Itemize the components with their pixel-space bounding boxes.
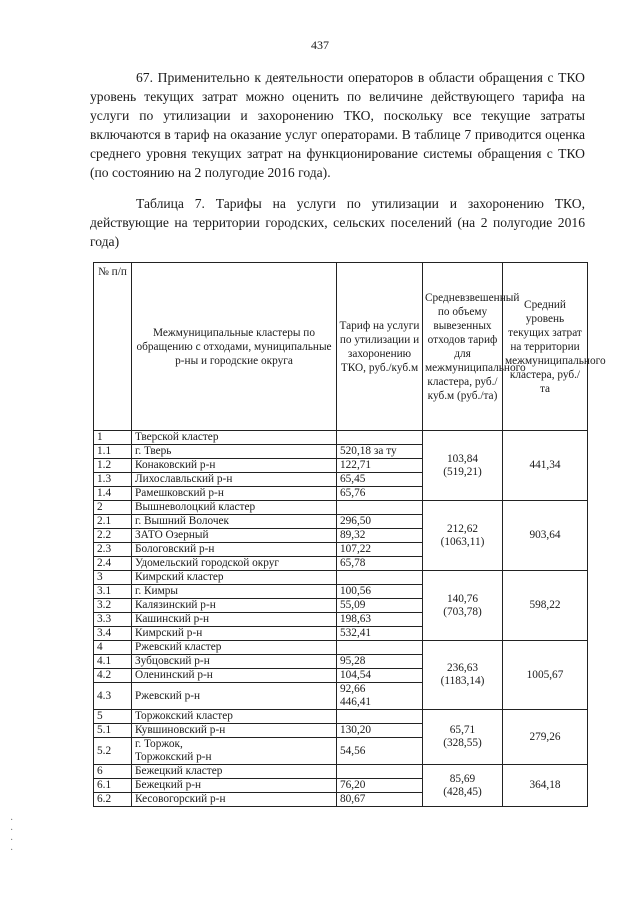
row-name — [132, 487, 337, 501]
cell-text: 92,66 — [340, 683, 366, 695]
tariff-table — [93, 262, 606, 807]
cluster-name: Торжокский кластер — [132, 710, 337, 724]
cluster-number: 2 — [94, 501, 132, 515]
row-name — [132, 529, 337, 543]
cluster-avg-cost: 598,22 — [503, 571, 588, 641]
margin-marks: · · · · — [10, 815, 14, 856]
cluster-row — [94, 571, 588, 585]
cell-text: г. Кимры — [135, 585, 178, 597]
cell-text: Бежецкий р-н — [135, 779, 202, 791]
row-tariff — [337, 487, 423, 501]
row-name — [132, 669, 337, 683]
row-tariff — [337, 585, 423, 599]
table-caption: Таблица 7. Тарифы на услуги по утилизации и захоронению ТКО, действующие на территории городских, сельских поселений (на 2 полугодие 2016 года) — [90, 196, 585, 249]
cell-text: 296,50 — [340, 515, 372, 527]
row-tariff — [337, 515, 423, 529]
row-tariff — [337, 669, 423, 683]
cell-text: 236,63 — [446, 662, 479, 674]
cell-text: Оленинский р-н — [135, 669, 213, 681]
cluster-row — [94, 501, 588, 515]
row-number: 5.2 — [94, 738, 132, 765]
cell-text: 104,54 — [340, 669, 372, 681]
row-name — [132, 793, 337, 807]
cluster-avg-cost: 364,18 — [503, 765, 588, 807]
row-name — [132, 459, 337, 473]
cell-text: Лихославльский р-н — [135, 473, 233, 485]
row-number: 1.2 — [94, 459, 132, 473]
cluster-number: 5 — [94, 710, 132, 724]
row-tariff — [337, 543, 423, 557]
row-number: 4.1 — [94, 655, 132, 669]
cluster-row — [94, 765, 588, 779]
row-tariff — [337, 683, 423, 710]
cluster-name: Ржевский кластер — [132, 641, 337, 655]
row-tariff — [337, 599, 423, 613]
cell-text: Калязинский р-н — [135, 599, 216, 611]
cell-text: 80,67 — [340, 793, 366, 805]
cluster-avg-cost: 1005,67 — [503, 641, 588, 710]
tariff-cell — [337, 641, 423, 655]
row-tariff — [337, 724, 423, 738]
cluster-name: Кимрский кластер — [132, 571, 337, 585]
header-avg-cost: Средний уровень текущих затрат на территории межмуниципального кластера, руб./та — [503, 263, 588, 431]
cell-text: 103,84 — [446, 452, 479, 465]
row-number: 6.1 — [94, 779, 132, 793]
row-name — [132, 445, 337, 459]
row-number: 2.2 — [94, 529, 132, 543]
row-name — [132, 655, 337, 669]
row-name — [132, 724, 337, 738]
cluster-number: 4 — [94, 641, 132, 655]
cell-text: (328,55) — [443, 737, 482, 749]
tariff-cell — [337, 501, 423, 515]
row-name — [132, 613, 337, 627]
row-number: 3.2 — [94, 599, 132, 613]
row-name — [132, 683, 337, 710]
row-number: 2.3 — [94, 543, 132, 557]
cell-text: 95,28 — [340, 655, 366, 667]
cell-text: Кувшиновский р-н — [135, 724, 226, 736]
row-tariff — [337, 529, 423, 543]
cluster-row — [94, 641, 588, 655]
cell-text: 520,18 за ту — [340, 445, 397, 457]
cluster-avg-cost: 903,64 — [503, 501, 588, 571]
row-tariff — [337, 655, 423, 669]
cell-text: 140,76 — [446, 592, 479, 605]
row-number: 2.4 — [94, 557, 132, 571]
cluster-avg-tariff — [423, 710, 503, 765]
cell-text: Кашинский р-н — [135, 613, 210, 625]
cell-text: 532,41 — [340, 627, 372, 639]
row-tariff — [337, 738, 423, 765]
row-name — [132, 585, 337, 599]
cluster-avg-tariff — [423, 501, 503, 571]
row-number: 4.2 — [94, 669, 132, 683]
row-name — [132, 473, 337, 487]
cell-text: 65,71 — [449, 724, 476, 736]
cluster-avg-tariff — [423, 641, 503, 710]
cell-text: г. Тверь — [135, 445, 172, 457]
cell-text: (703,78) — [443, 605, 482, 618]
cell-text: Торжокский р-н — [135, 751, 212, 763]
table-header-row — [94, 263, 588, 431]
cell-text: Зубцовский р-н — [135, 655, 210, 667]
cell-text: (428,45) — [443, 785, 482, 798]
row-number: 3.4 — [94, 627, 132, 641]
row-name — [132, 515, 337, 529]
tariff-cell — [337, 765, 423, 779]
cell-text: г. Торжок, — [135, 738, 183, 750]
row-number: 1.4 — [94, 487, 132, 501]
cell-text: 198,63 — [340, 613, 372, 625]
row-number: 5.1 — [94, 724, 132, 738]
cell-text: Удомельский городской округ — [135, 557, 280, 569]
cell-text: 212,62 — [446, 522, 479, 535]
cluster-avg-tariff — [423, 765, 503, 807]
cluster-number: 6 — [94, 765, 132, 779]
row-number: 1.1 — [94, 445, 132, 459]
cell-text: 100,56 — [340, 585, 372, 597]
row-name — [132, 599, 337, 613]
row-name — [132, 779, 337, 793]
cell-text: Кимрский р-н — [135, 627, 203, 639]
cell-text: Бологовский р-н — [135, 543, 215, 555]
cluster-avg-tariff — [423, 571, 503, 641]
header-tariff: Тариф на услуги по утилизации и захоронению ТКО, руб./куб.м — [337, 263, 423, 431]
row-name — [132, 557, 337, 571]
cluster-row — [94, 431, 588, 445]
tariff-cell — [337, 710, 423, 724]
header-num: № п/п — [94, 263, 132, 431]
row-name — [132, 738, 337, 765]
cell-text: Рамешковский р-н — [135, 487, 224, 499]
row-number: 3.1 — [94, 585, 132, 599]
cluster-name: Вышневолоцкий кластер — [132, 501, 337, 515]
cell-text: 446,41 — [340, 696, 372, 708]
row-tariff — [337, 557, 423, 571]
body-paragraph: 67. Применительно к деятельности операторов в области обращения с ТКО уровень текущих затрат можно оценить по величине действующего тарифа на услуги по утилизации и захоронению ТКО, поскольку все текущие затраты включаются в тариф на оказание услуг операторами. В таблице 7 приводится оценка среднего уровня текущих затрат на функционирование системы обращения с ТКО (по состоянию на 2 полугодие 2016 года). — [90, 70, 585, 180]
row-number: 1.3 — [94, 473, 132, 487]
header-avg-tariff: Средневзвешенный по объему вывезенных отходов тариф для межмуниципального кластера, руб./куб.м (руб./та) — [423, 263, 503, 431]
tariff-cell — [337, 571, 423, 585]
cluster-avg-tariff — [423, 431, 503, 501]
table-body — [94, 431, 588, 807]
row-tariff — [337, 473, 423, 487]
cell-text: 85,69 — [449, 772, 476, 785]
cluster-row — [94, 710, 588, 724]
cluster-number: 3 — [94, 571, 132, 585]
cell-text: 55,09 — [340, 599, 366, 611]
row-number: 4.3 — [94, 683, 132, 710]
cell-text: 65,45 — [340, 473, 366, 485]
cell-text: ЗАТО Озерный — [135, 529, 209, 541]
cell-text: 107,22 — [340, 543, 372, 555]
cell-text: Конаковский р-н — [135, 459, 216, 471]
cell-text: 65,78 — [340, 557, 366, 569]
row-number: 6.2 — [94, 793, 132, 807]
row-tariff — [337, 459, 423, 473]
cell-text: (519,21) — [443, 465, 482, 478]
header-name: Межмуниципальные кластеры по обращению с отходами, муниципальные р-ны и городские округа — [132, 263, 337, 431]
cell-text: 130,20 — [340, 724, 372, 736]
row-tariff — [337, 779, 423, 793]
page-number: 437 — [311, 38, 329, 52]
cell-text: Кесовогорский р-н — [135, 793, 226, 805]
row-tariff — [337, 445, 423, 459]
cluster-avg-cost: 279,26 — [503, 710, 588, 765]
cluster-name: Тверской кластер — [132, 431, 337, 445]
tariff-cell — [337, 431, 423, 445]
row-tariff — [337, 793, 423, 807]
cell-text: (1183,14) — [440, 675, 485, 687]
cell-text: 76,20 — [340, 779, 366, 791]
cell-text: Ржевский р-н — [135, 689, 201, 702]
cluster-avg-cost: 441,34 — [503, 431, 588, 501]
cell-text: (1063,11) — [440, 535, 485, 548]
cluster-number: 1 — [94, 431, 132, 445]
cluster-name: Бежецкий кластер — [132, 765, 337, 779]
row-number: 2.1 — [94, 515, 132, 529]
row-tariff — [337, 613, 423, 627]
row-number: 3.3 — [94, 613, 132, 627]
row-name — [132, 627, 337, 641]
cell-text: 54,56 — [340, 744, 366, 757]
cell-text: г. Вышний Волочек — [135, 515, 230, 527]
row-tariff — [337, 627, 423, 641]
cell-text: 89,32 — [340, 529, 366, 541]
row-name — [132, 543, 337, 557]
cell-text: 122,71 — [340, 459, 372, 471]
cell-text: 65,76 — [340, 487, 366, 499]
